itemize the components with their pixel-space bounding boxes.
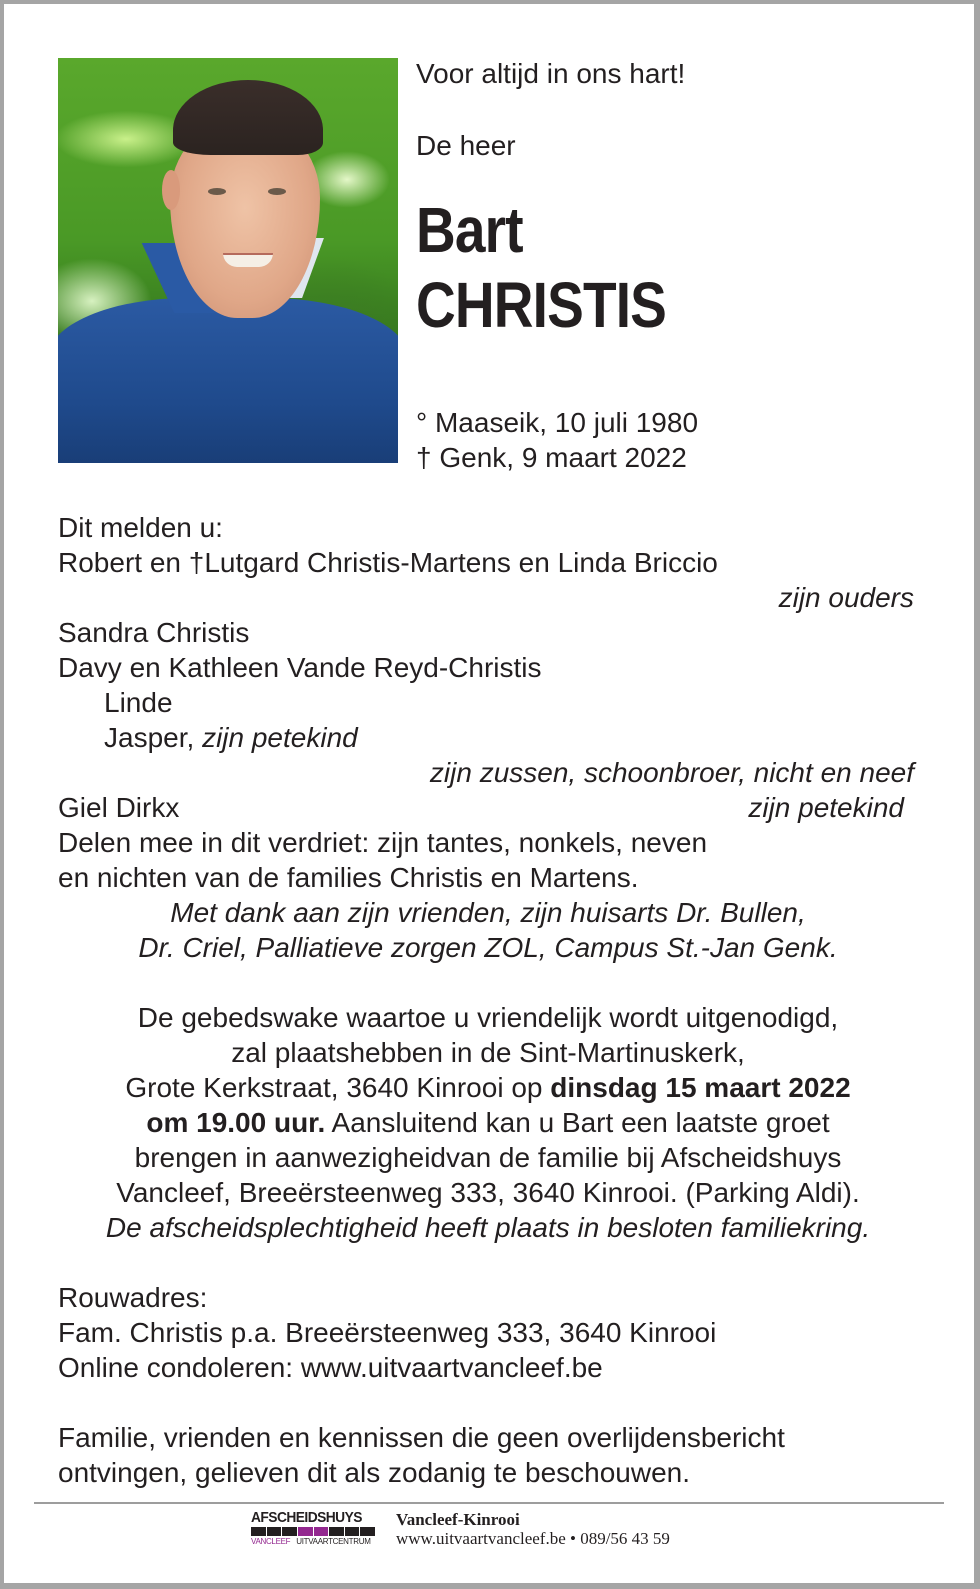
online-condolence: Online condoleren: www.uitvaartvancleef.be — [58, 1352, 603, 1383]
closing-line-1: Familie, vrienden en kennissen die geen overlijdensbericht — [58, 1422, 785, 1453]
nephew-name: Jasper, — [104, 722, 203, 753]
funeral-home-contact: www.uitvaartvancleef.be • 089/56 43 59 — [396, 1529, 670, 1548]
godchild-role: zijn petekind — [748, 792, 904, 823]
sister-2: Davy en Kathleen Vande Reyd-Christis — [58, 652, 542, 683]
last-name: CHRISTIS — [416, 269, 666, 341]
nephew-role: zijn petekind — [202, 722, 358, 753]
announcement-intro: Dit melden u: — [58, 512, 223, 543]
photo-ear — [162, 170, 180, 210]
ceremony-location: Grote Kerkstraat, 3640 Kinrooi op — [125, 1072, 551, 1103]
photo-hair — [173, 80, 323, 155]
death-info: † Genk, 9 maart 2022 — [416, 442, 687, 473]
mourning-address: Fam. Christis p.a. Breeërsteenweg 333, 3640 Kinrooi — [58, 1317, 717, 1348]
ceremony-line-2: zal plaatshebben in de Sint-Martinuskerk, — [231, 1037, 745, 1068]
photo-eye-right — [268, 188, 286, 195]
thanks-line-1: Met dank aan zijn vrienden, zijn huisarts Dr. Bullen, — [170, 897, 806, 928]
salutation: De heer — [416, 130, 516, 161]
ceremony-line-6: Vancleef, Breeërsteenweg 333, 3640 Kinrooi. (Parking Aldi). — [116, 1177, 860, 1208]
logo-wordmark: AFSCHEIDSHUYS — [251, 1509, 362, 1526]
parents-role: zijn ouders — [778, 582, 914, 613]
godchild-name: Giel Dirkx — [58, 792, 180, 823]
logo-brand: VANCLEEF — [251, 1537, 291, 1546]
ceremony-line-3 — [58, 1070, 918, 1105]
parents-line: Robert en †Lutgard Christis-Martens en Linda Briccio — [58, 547, 718, 578]
logo-bars — [251, 1527, 375, 1536]
sister-1: Sandra Christis — [58, 617, 250, 648]
tagline: Voor altijd in ons hart! — [416, 58, 686, 89]
closing-line-2: ontvingen, gelieven dit als zodanig te beschouwen. — [58, 1457, 690, 1488]
funeral-home-logo — [251, 1510, 375, 1548]
funeral-home-name: Vancleef-Kinrooi — [396, 1510, 520, 1529]
niece: Linde — [104, 687, 173, 718]
photo-eye-left — [208, 188, 226, 195]
ceremony-line-1: De gebedswake waartoe u vriendelijk wordt uitgenodigd, — [137, 1002, 839, 1033]
photo-shirt — [58, 298, 398, 463]
portrait-photo — [58, 58, 398, 463]
thanks-line-2: Dr. Criel, Palliatieve zorgen ZOL, Campus St.-Jan Genk. — [138, 932, 838, 963]
ceremony-date: dinsdag 15 maart 2022 — [550, 1072, 851, 1103]
ceremony-time: om 19.00 uur. — [146, 1107, 326, 1138]
footer-divider — [34, 1502, 944, 1504]
ceremony-farewell: Aansluitend kan u Bart een laatste groet — [325, 1107, 830, 1138]
ceremony-line-5: brengen in aanwezigheidvan de familie bij Afscheidshuys — [134, 1142, 842, 1173]
siblings-role: zijn zussen, schoonbroer, nicht en neef — [429, 757, 914, 788]
first-name: Bart — [416, 194, 523, 266]
mourning-address-label: Rouwadres: — [58, 1282, 208, 1313]
birth-info: ° Maaseik, 10 juli 1980 — [416, 407, 699, 438]
ceremony-line-4 — [58, 1105, 918, 1140]
ceremony-line-7: De afscheidsplechtigheid heeft plaats in besloten familiekring. — [105, 1212, 871, 1243]
nephew-line — [104, 720, 358, 755]
logo-subtitle — [251, 1536, 375, 1548]
share-line-1: Delen mee in dit verdriet: zijn tantes, nonkels, neven — [58, 827, 708, 858]
share-line-2: en nichten van de families Christis en Martens. — [58, 862, 639, 893]
photo-smile — [223, 253, 273, 267]
logo-subtext: UITVAARTCENTRUM — [296, 1537, 371, 1546]
obituary-page — [4, 4, 974, 1583]
